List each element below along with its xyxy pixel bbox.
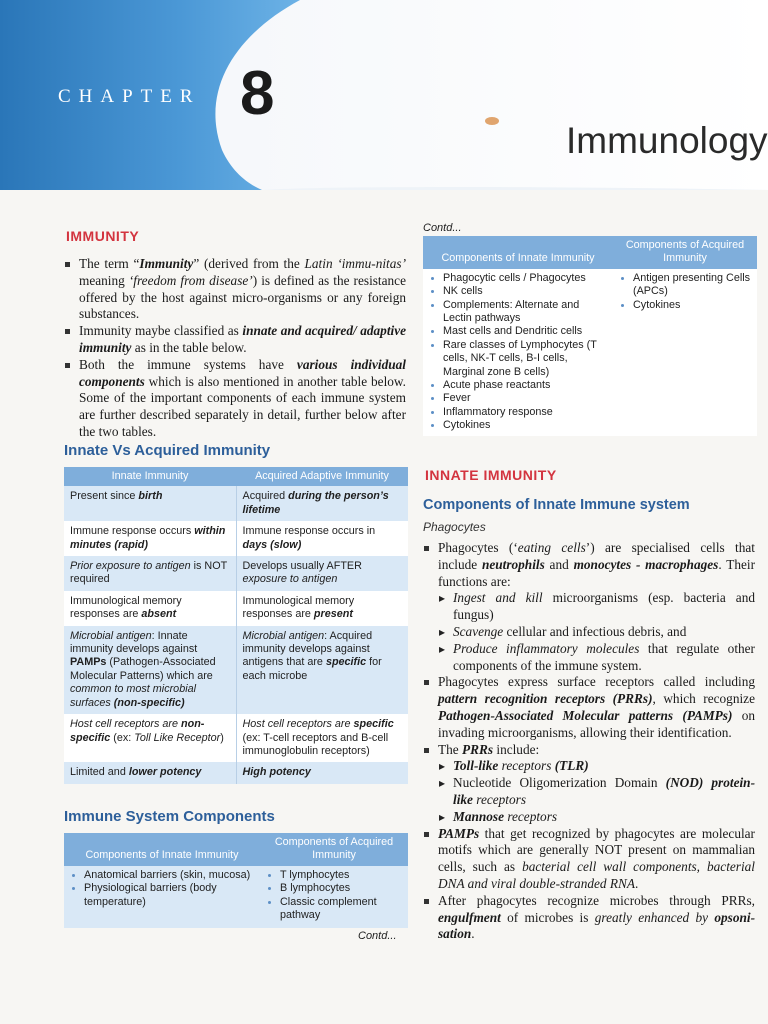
list-item: Rare classes of Lymphocytes (T cells, NK-T cells, B-I cells, Marginal zone B cells) bbox=[427, 339, 609, 379]
contd-label-top: Contd... bbox=[423, 222, 462, 234]
table-row: Immune response occurs within minutes (rapid) Immune response occurs in days (slow) bbox=[64, 521, 408, 556]
list-item: NK cells bbox=[427, 285, 609, 298]
list-item: Antigen presenting Cells (APCs) bbox=[617, 272, 753, 299]
list-item: ▸ Mannose receptors bbox=[438, 809, 755, 826]
table-row: Limited and lower potency High potency bbox=[64, 762, 408, 783]
list-item: ▸ Ingest and kill microorganisms (esp. bacteria and fungus) bbox=[438, 590, 755, 624]
innate-components-list bbox=[68, 869, 256, 909]
list-item: B lymphocytes bbox=[264, 882, 404, 895]
immunity-definition: The term “Immunity” (derived from the Latin ‘immu-nitas’ meaning ‘freedom from disease’) is defined as the resistance offered by the host against micro-organisms or any foreign substances. bbox=[64, 256, 406, 323]
immune-components-table bbox=[64, 833, 408, 928]
list-item: Mast cells and Dendritic cells bbox=[427, 325, 609, 338]
list-item: Cytokines bbox=[617, 299, 753, 312]
innate-vs-acquired-table bbox=[64, 467, 408, 784]
column-header-acquired-components: Components of Acquired Immunity bbox=[613, 236, 757, 269]
table-row bbox=[423, 269, 757, 436]
table-row: Present since birth Acquired during the person’s lifetime bbox=[64, 486, 408, 521]
innate-components-subheading: Components of Innate Immune system bbox=[423, 497, 690, 513]
acquired-components-list bbox=[264, 869, 404, 923]
table-heading-innate-vs-acquired: Innate Vs Acquired Immunity bbox=[64, 442, 271, 459]
acquired-components-list bbox=[617, 272, 753, 312]
column-header-innate: Innate Immunity bbox=[64, 467, 236, 486]
innate-immunity-bullets bbox=[423, 540, 755, 943]
section-heading-innate-immunity: INNATE IMMUNITY bbox=[425, 467, 557, 483]
list-item: Inflammatory response bbox=[427, 406, 609, 419]
table-row: Host cell receptors are non-specific (ex: Toll Like Receptor) Host cell receptors are specific (ex: T-cell receptors and B-cell immunoglobulin receptors) bbox=[64, 714, 408, 762]
table-heading-immune-components: Immune System Components bbox=[64, 808, 275, 825]
column-header-innate-components: Components of Innate Immunity bbox=[64, 833, 260, 866]
immune-components-table-continued bbox=[423, 236, 757, 436]
list-item: ▸ Nucleotide Oligomerization Domain (NOD) protein-like receptors bbox=[438, 775, 755, 809]
list-item: Complements: Alternate and Lectin pathways bbox=[427, 299, 609, 326]
list-item: Acute phase reactants bbox=[427, 379, 609, 392]
list-item: T lymphocytes bbox=[264, 869, 404, 882]
chapter-title: Immunology bbox=[566, 120, 768, 161]
prr-types: The PRRs include: ▸ Toll-like receptors (TLR) ▸ Nucleotide Oligomerization Domain (NOD) protein-like receptors ▸ Mannose receptors bbox=[423, 742, 755, 826]
table-row bbox=[64, 866, 408, 929]
list-item: ▸ Toll-like receptors (TLR) bbox=[438, 758, 755, 775]
column-header-acquired-components: Components of Acquired Immunity bbox=[260, 833, 408, 866]
list-item: Physiological barriers (body temperature) bbox=[68, 882, 256, 909]
table-row: Immunological memory responses are absent Immunological memory responses are present bbox=[64, 591, 408, 626]
immunity-bullets bbox=[64, 256, 406, 441]
list-item: ▸ Produce inflammatory molecules that regulate other components of the immune system. bbox=[438, 641, 755, 675]
list-item: Phagocytic cells / Phagocytes bbox=[427, 272, 609, 285]
section-heading-immunity: IMMUNITY bbox=[66, 228, 140, 244]
phagocytes-label: Phagocytes bbox=[423, 520, 486, 534]
phagocyte-functions-list bbox=[438, 590, 755, 674]
chapter-label: CHAPTER bbox=[58, 86, 201, 107]
table-row: Microbial antigen: Innate immunity develops against PAMPs (Pathogen-Associated Molecular Patterns) which are common to most microbial surfaces (non-specific) Microbial antigen: Acquired immunity develops against antigens that are specific for each microbe bbox=[64, 626, 408, 714]
table-row: Prior exposure to antigen is NOT required Develops usually AFTER exposure to antigen bbox=[64, 556, 408, 591]
list-item: Anatomical barriers (skin, mucosa) bbox=[68, 869, 256, 882]
prr-description: Phagocytes express surface receptors called including pattern recognition receptors (PRRs), which recognize Pathogen-Associated Molecular patterns (PAMPs) on invading microorganisms, allowing their identification. bbox=[423, 674, 755, 741]
opsonisation-description: After phagocytes recognize microbes through PRRs, engulfment of microbes is greatly enhanced by opsoni-sation. bbox=[423, 893, 755, 943]
list-item: Classic complement pathway bbox=[264, 896, 404, 923]
phagocytes-description: Phagocytes (‘eating cells’) are specialised cells that include neutrophils and monocytes - macrophages. Their functions are: ▸ Ingest and kill microorganisms (esp. bacteria and fungus) ▸ Scavenge cellular and infectious debris, and ▸ Produce inflammatory molecules that regulate other components of the immune system. bbox=[423, 540, 755, 674]
pamps-description: PAMPs that get recognized by phagocytes are molecular motifs which are generally NOT present on mammalian cells, such as bacterial cell wall components, bacterial DNA and viral double-stranded RNA. bbox=[423, 826, 755, 893]
prr-types-list bbox=[438, 758, 755, 825]
contd-label: Contd... bbox=[358, 930, 397, 942]
decorative-splash-icon bbox=[484, 116, 500, 126]
column-header-innate-components: Components of Innate Immunity bbox=[423, 236, 613, 269]
list-item: Cytokines bbox=[427, 419, 609, 432]
list-item: Fever bbox=[427, 392, 609, 405]
list-item: ▸ Scavenge cellular and infectious debris, and bbox=[438, 624, 755, 641]
column-header-acquired: Acquired Adaptive Immunity bbox=[236, 467, 408, 486]
chapter-number: 8 bbox=[240, 59, 275, 128]
innate-components-list bbox=[427, 272, 609, 433]
immunity-classification: Immunity maybe classified as innate and acquired/ adaptive immunity as in the table below. bbox=[64, 323, 406, 357]
immunity-components-note: Both the immune systems have various individual components which is also mentioned in another table below. Some of the important components of each immune system are further described separately in detail, further below after the two tables. bbox=[64, 357, 406, 441]
